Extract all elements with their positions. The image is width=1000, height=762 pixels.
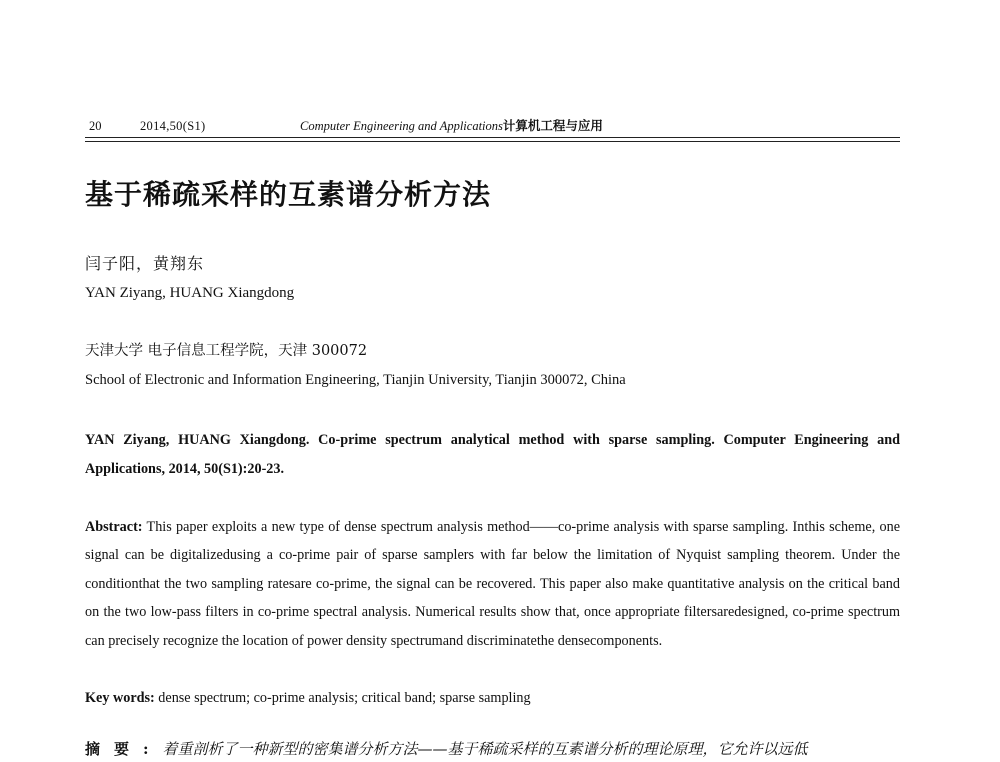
authors-en: YAN Ziyang, HUANG Xiangdong	[85, 285, 295, 301]
header-rule-top	[85, 137, 900, 138]
abstract-label: Abstract:	[85, 519, 143, 535]
abstract-zh	[85, 738, 905, 760]
affiliation-zh: 天津大学 电子信息工程学院，天津 300072	[85, 343, 368, 359]
header-rule-bottom	[85, 141, 900, 142]
affiliation-en: School of Electronic and Information Engineering, Tianjin University, Tianjin 300072, China	[85, 372, 626, 388]
keywords-label: Key words:	[85, 690, 155, 706]
abstract-zh-text: 着重剖析了一种新型的密集谱分析方法——基于稀疏采样的互素谱分析的理论原理，它允许以远低	[162, 740, 808, 758]
keywords	[85, 686, 900, 710]
abstract-text: This paper exploits a new type of dense spectrum analysis method——co-prime analysis with sparse sampling. Inthis scheme, one signal can be digitalizedusing a co-prime pair of sparse samplers with far below the limitation of Nyquist sampling theorem. Under the conditionthat the two sampling ratesare co-prime, the signal can be recovered. This paper also make quantitative analysis on the critical band on the two low-pass filters in co-prime spectral analysis. Numerical results show that, once appropriate filtersaredesigned, co-prime spectrum can precisely recognize the location of power density spectrumand discriminatethe densecomponents.	[85, 519, 900, 649]
abstract	[85, 513, 900, 655]
journal-name-zh: 计算机工程与应用	[502, 118, 603, 133]
citation: YAN Ziyang, HUANG Xiangdong. Co-prime spectrum analytical method with sparse sampling. Computer Engineering and Applications, 2014, 50(S1):20-23.	[85, 432, 900, 477]
journal-name-en: Computer Engineering and Applications	[300, 119, 503, 133]
page-number: 20	[89, 119, 102, 133]
journal-name	[300, 116, 603, 136]
running-header	[85, 116, 900, 136]
keywords-text: dense spectrum; co-prime analysis; critical band; sparse sampling	[158, 690, 531, 706]
abstract-zh-label: 摘要:	[85, 740, 163, 758]
paper-title: 基于稀疏采样的互素谱分析方法	[85, 178, 492, 211]
issue-info: 2014,50(S1)	[140, 119, 206, 133]
authors-zh: 闫子阳，黄翔东	[85, 254, 205, 273]
